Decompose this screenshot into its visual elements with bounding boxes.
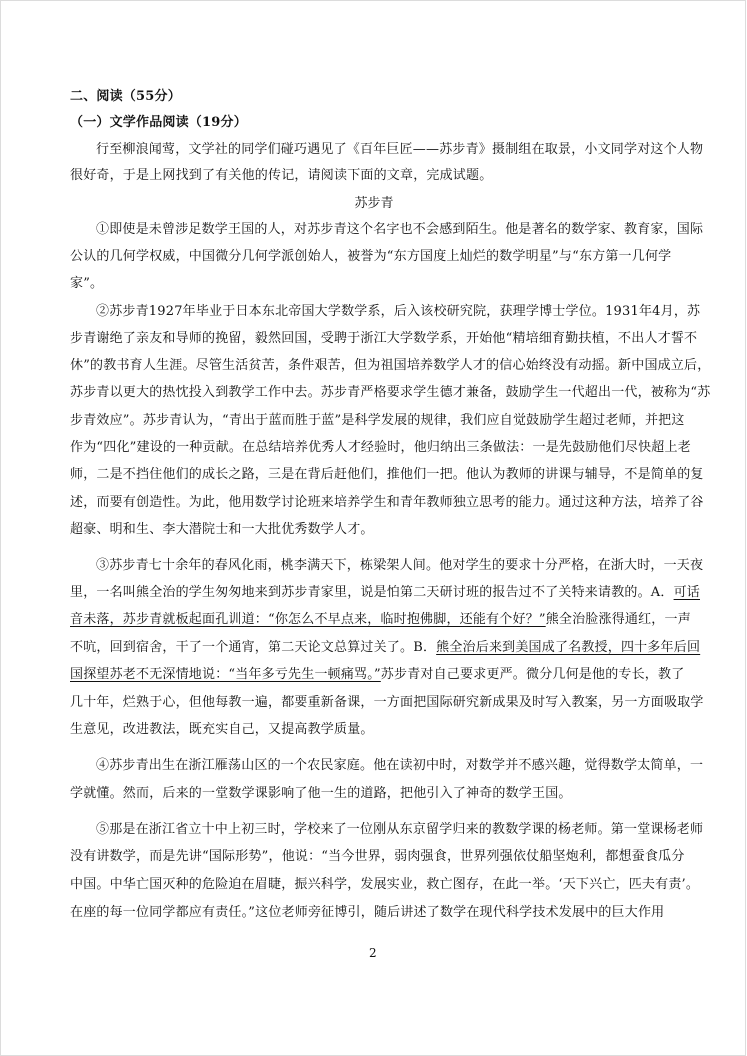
paragraph-line: 家”。 <box>70 276 104 291</box>
page-number: 2 <box>369 946 377 960</box>
paragraph-line: ④苏步青出生在浙江雁荡山区的一个农民家庭。他在读初中时，对数学并不感兴趣，觉得数学太简单，一 <box>96 758 704 773</box>
underlined-passage-a: 音未落，苏步青就板起面孔训道：“你怎么不早点来，临时抱佛脚，还能有个好？” <box>70 612 546 627</box>
paragraph-line: ⑤那是在浙江省立十中上初三时，学校来了一位刚从东京留学归来的教数学课的杨老师。第一堂课杨老师 <box>96 822 704 837</box>
article-title: 苏步青 <box>354 196 394 211</box>
subsection-heading: （一）文学作品阅读（19分） <box>70 115 247 130</box>
paragraph-line: 苏步青以更大的热忱投入到教学工作中去。苏步青严格要求学生德才兼备，鼓励学生一代超出一代，被称为“苏 <box>70 385 711 400</box>
paragraph-line: ③苏步青七十余年的春风化雨，桃李满天下，栋梁架人间。他对学生的要求十分严格，在浙大时，一天夜 <box>96 558 704 573</box>
paragraph-line <box>70 666 686 684</box>
underlined-passage-a: 可话 <box>673 585 700 600</box>
paragraph-line: 述，而要有创造性。为此，他用数学讨论班来培养学生和青年教师独立思考的能力。通过这种方法，培养了谷 <box>70 495 704 510</box>
text-run: 里，一名叫熊全治的学生匆匆地来到苏步青家里，说是怕第二天研讨班的报告过不了关特来请教的。A． <box>70 585 674 600</box>
paragraph-line: 公认的几何学权威，中国微分几何学派创始人，被誉为“东方国度上灿烂的数学明星”与“东方第一几何学 <box>70 249 672 264</box>
paragraph-line: 步青效应”。苏步青认为，“青出于蓝而胜于蓝”是科学发展的规律，我们应自觉鼓励学生超过老师，并把这 <box>70 413 685 428</box>
section-heading: 二、阅读（55分） <box>70 89 181 104</box>
intro-line: 很好奇，于是上网找到了有关他的传记，请阅读下面的文章，完成试题。 <box>70 168 493 183</box>
paragraph-line: 休”的教书育人生涯。尽管生活贫苦，条件艰苦，但为祖国培养数学人才的信心始终没有动摇。新中国成立后， <box>70 358 711 373</box>
paragraph-line: 中国。中华亡国灭种的危险迫在眉睫，振兴科学，发展实业，救亡图存，在此一举。‘天下兴亡，匹夫有责’。 <box>70 877 700 892</box>
paragraph-line: 学就懂。然而，后来的一堂数学课影响了他一生的道路，把他引入了神奇的数学王国。 <box>70 786 572 801</box>
paragraph-line <box>70 639 701 657</box>
paragraph-line: 作为“四化”建设的一种贡献。在总结培养优秀人才经验时，他归纳出三条做法：一是先鼓励他们尽快超上老 <box>70 440 691 455</box>
paragraph-line: 几十年，烂熟于心，但他每教一遍，都要重新备课，一方面把国际研究新成果及时写入教案，另一方面吸取学 <box>70 695 704 710</box>
text-run: 苏步青对自己要求更严。微分几何是他的专长，教了 <box>380 667 685 682</box>
paragraph-line: ①即使是未曾涉足数学王国的人，对苏步青这个名字也不会感到陌生。他是著名的数学家、教育家，国际 <box>96 222 704 237</box>
text-run: 熊全治脸涨得通红，一声 <box>545 612 691 627</box>
paragraph-line <box>70 611 691 629</box>
paragraph-line: 步青谢绝了亲友和导师的挽留，毅然回国，受聘于浙江大学数学系，开始他“精培细育勤扶植，不出人才誓不 <box>70 331 698 346</box>
intro-line: 行至柳浪闻莺，文学社的同学们碰巧遇见了《百年巨匠——苏步青》摄制组在取景，小文同学对这个人物 <box>96 142 704 157</box>
paragraph-line: 生意见，改进教法，既充实自己，又提高教学质量。 <box>70 722 374 737</box>
underlined-passage-b: 国探望苏老不无深情地说：“当年多亏先生一顿痛骂。” <box>70 667 381 682</box>
paragraph-line: ②苏步青1927年毕业于日本东北帝国大学数学系，后入该校研究院，获理学博士学位。1931年4月，苏 <box>96 304 701 319</box>
paragraph-line: 在座的每一位同学都应有责任。”这位老师旁征博引，随后讲述了数学在现代科学技术发展中的巨大作用 <box>70 905 665 920</box>
underlined-passage-b: 熊全治后来到美国成了名教授，四十多年后回 <box>436 640 701 655</box>
paragraph-line <box>70 584 700 602</box>
paragraph-line: 超豪、明和生、李大潜院士和一大批优秀数学人才。 <box>70 522 374 537</box>
paragraph-line: 师，二是不挡住他们的成长之路，三是在背后赶他们，推他们一把。他认为教师的讲课与辅导，不是简单的复 <box>70 467 704 482</box>
text-run: 不吭，回到宿舍，干了一个通宵，第二天论文总算过关了。B． <box>70 640 437 655</box>
paragraph-line: 没有讲数学，而是先讲“国际形势”，他说：“当今世界，弱肉强食，世界列强依仗船坚炮利，都想蚕食瓜分 <box>70 849 685 864</box>
